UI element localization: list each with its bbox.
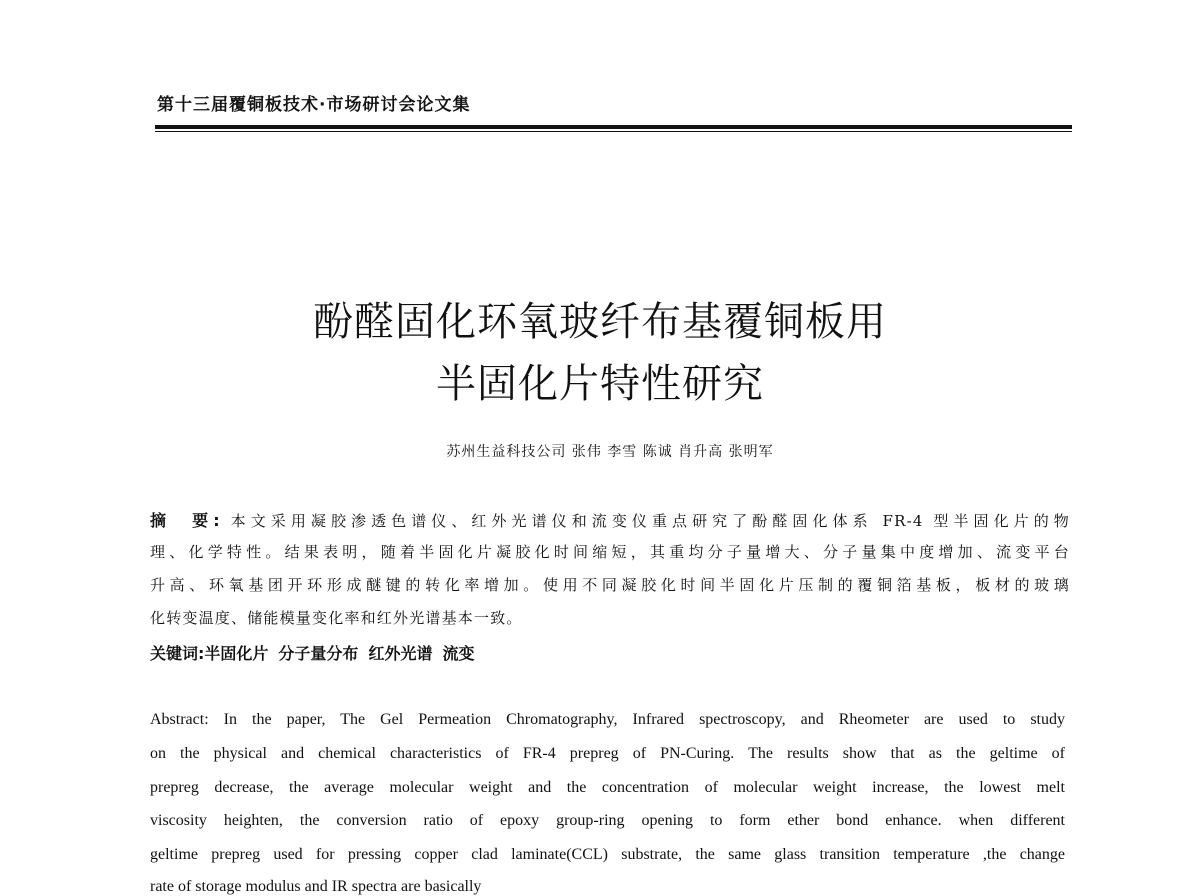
abstract-en-line: Abstract: In the paper, The Gel Permeation Chromatography, Infrared spectroscopy, and Rheometer are used to study	[150, 711, 1065, 728]
header-rule-thin	[155, 131, 1072, 132]
abstract-cn-line	[150, 508, 1070, 531]
keyword: 半固化片	[204, 644, 269, 663]
abstract-en-line: rate of storage modulus and IR spectra are basically	[150, 878, 482, 895]
abstract-en-line: on the physical and chemical characteristics of FR-4 prepreg of PN-Curing. The results show that as the geltime of	[150, 745, 1065, 762]
header-rule-thick	[155, 125, 1072, 129]
abstract-en-line: prepreg decrease, the average molecular weight and the concentration of molecular weight increase, the lowest melt	[150, 779, 1065, 796]
abstract-en-line: viscosity heighten, the conversion ratio of epoxy group-ring opening to form ether bond enhance. when different	[150, 812, 1065, 829]
keywords-label: 关键词:	[150, 644, 205, 663]
keyword: 流变	[442, 644, 475, 663]
abstract-cn-line: 化转变温度、储能模量变化率和红外光谱基本一致。	[150, 609, 523, 627]
paper-title-line-1: 酚醛固化环氧玻纤布基覆铜板用	[313, 299, 887, 345]
keywords	[150, 641, 484, 664]
authors: 苏州生益科技公司 张伟 李雪 陈诚 肖升高 张明军	[446, 444, 774, 460]
abstract-label: 摘 要:	[150, 511, 221, 530]
paper-title-line-2: 半固化片特性研究	[436, 361, 764, 407]
abstract-cn-line: 理、化学特性。结果表明，随着半固化片凝胶化时间缩短，其重均分子量增大、分子量集中度增加、流变平台	[150, 543, 1070, 561]
abstract-cn-text: 本文采用凝胶渗透色谱仪、红外光谱仪和流变仪重点研究了酚醛固化体系 FR-4 型半固化片的物	[230, 512, 1071, 530]
running-header: 第十三届覆铜板技术·市场研讨会论文集	[157, 95, 471, 115]
abstract-en-line: geltime prepreg used for pressing copper clad laminate(CCL) substrate, the same glass transition temperature ,the change	[150, 846, 1065, 863]
keyword: 分子量分布	[278, 644, 359, 663]
keyword: 红外光谱	[368, 644, 433, 663]
abstract-cn-line: 升高、环氧基团开环形成醚键的转化率增加。使用不同凝胶化时间半固化片压制的覆铜箔基板，板材的玻璃	[150, 576, 1070, 594]
